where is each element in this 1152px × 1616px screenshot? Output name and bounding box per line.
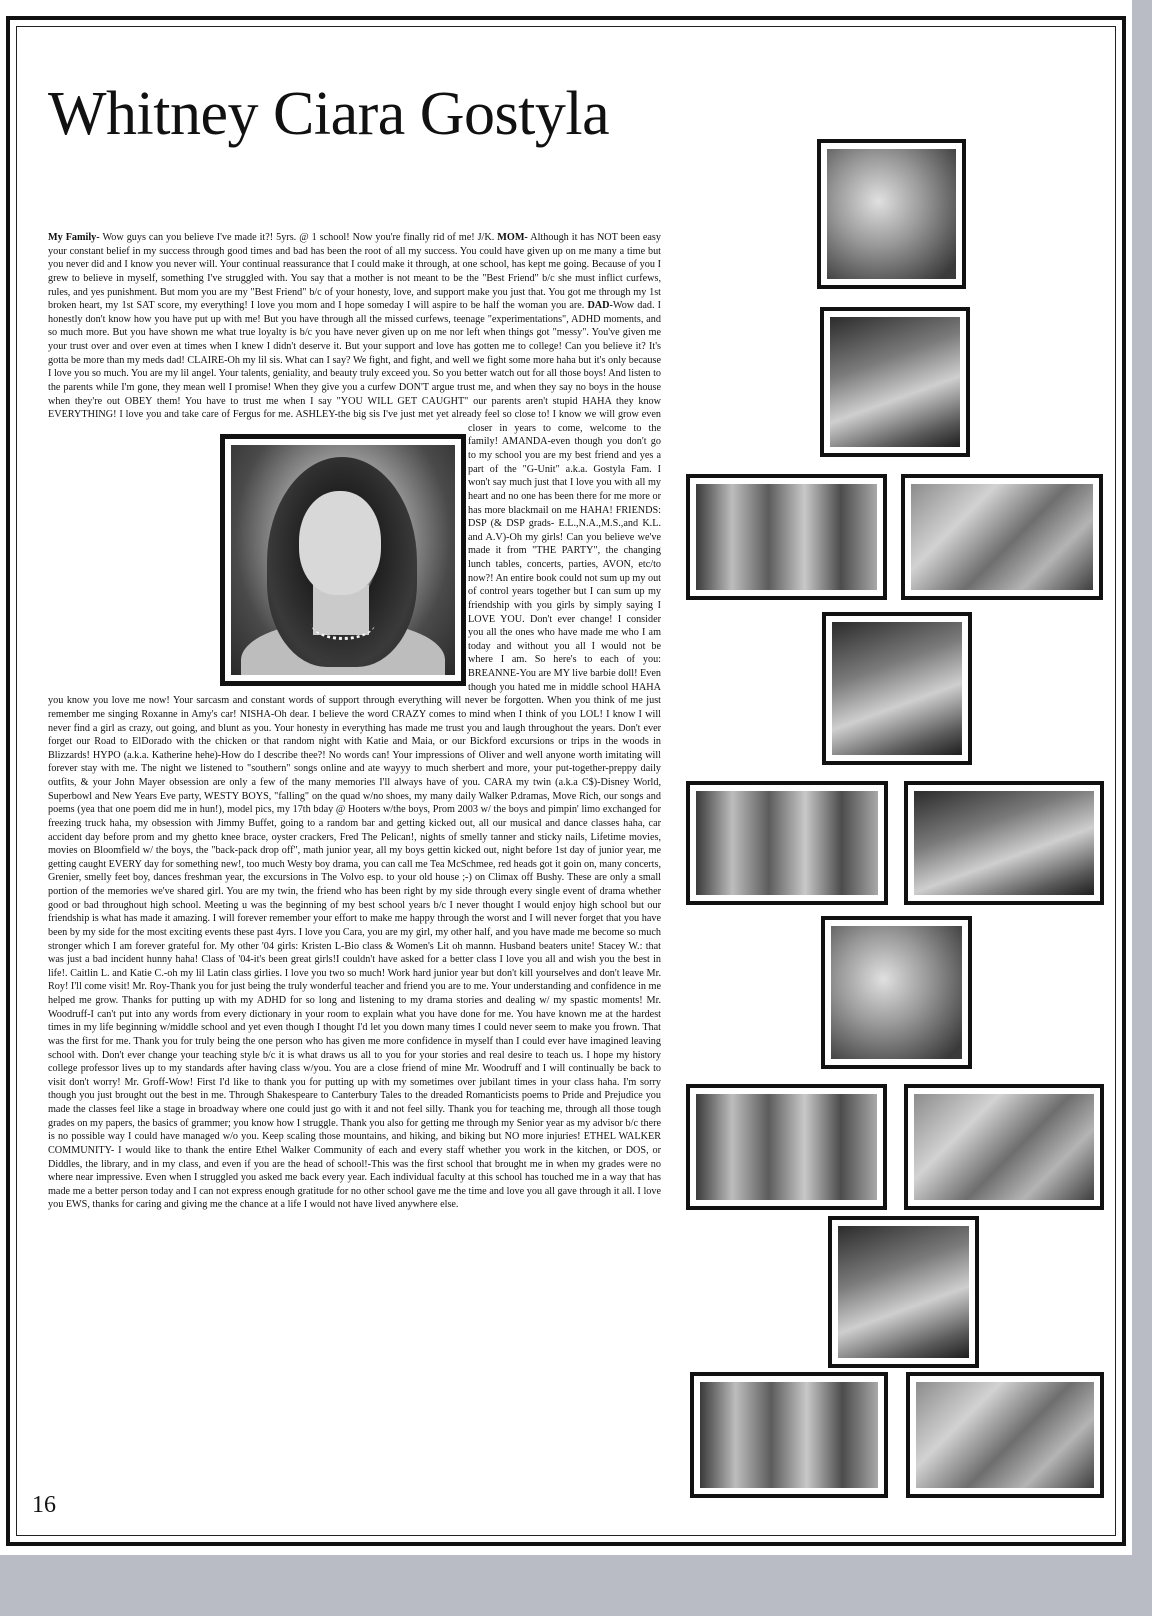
photo-girl-with-man — [822, 612, 972, 765]
mom-label: MOM- — [497, 232, 528, 243]
photo-mother-with-baby — [817, 139, 966, 289]
senior-portrait — [220, 434, 466, 686]
photo-large-group-formal — [906, 1372, 1104, 1498]
photo-group-party — [901, 474, 1103, 600]
photo-large-group-outdoors — [690, 1372, 888, 1498]
mom-text: Although it has NOT been easy your constant belief in my success through good times and bad has been the root of all my success. You could have given up on me many a time but you never did and I know you never will. Your continual reassurance that I could make it through, at one school, has kept me going. Because of you I grew to believe in myself, something I've struggled with. You say that a mother is not meant to be the "Best Friend" b/c she must inflict curfews, rules, and yes punishment. But mom you are my "Best Friend" b/c of your honesty, love, and support make you just that. You got me through my 1st broken heart, my 1st SAT score, my everything! I love you mom and I hope someday I will aspire to be half the woman you are. — [48, 232, 661, 312]
dad-text: Wow dad. I honestly don't know how you have put up with me! But you have through all the missed curfews, teenage "experimentations", ADHD moments, and so much more. But you have shown me what true loyalty is b/c you have never given up on me nor left when things got "messy". You've given me your trust over and over even at times when I knew I didn't deserve it. But your support and love has gotten me to college! Can you believe it? It's gotta be more than my meds dad! CLAIRE-Oh my lil sis. What can I say? We fight, and fight, and well we fight some more haha but it's only because I love you so much. You are my lil angel. Your talents, geniality, and beauty truly exceed you. So you better watch out for all those boys! And listen to the parents while I'm gone, they mean well I promise! When they give you a curfew DON'T argue trust me, and when they say no boys in the house when they're out OBEY them! You have to trust me when I say "YOU WILL GET CAUGHT" our parents aren't stupid HAHA they know EVERYTHING! I love you and take care of Fergus for me. ASHLEY-the big sis I've just met yet already feel so close to! I know we will grow even closer in years to come, welcome to the family! AMANDA-even though you don't go to my school you are my best friend and yes a part of the "G-Unit" a.k.a. Gostyla Fam. I won't say much just that I love you with all my heart and no one has been there for me more or has more blackmail on me HAHA! FRIENDS: DSP (& DSP grads- E.L.,N.A.,M.S.,and K.L. and A.V)-Oh my girls! Can you believe we've made it from "THE PARTY", the changing lunch tables, concerts, parties, AVON, etc/to now?! An entire book could not sum up my out of control years together but I can sum up my friendship with you girls by simply saying I LOVE YOU. Don't ever change! I consider you all the ones who have made me who I am today and without you all I would not be where I am. So here's to each of you: BREANNE-You are MY live barbie doll! Even though you hated me in middle school HAHA you know you love me now! Your sarcasm and constant words of support through everything will never be forgotten. When you think of me just remember me singing Roxanne in Amy's car! NISHA-Oh dear. I believe the word CRAZY comes to mind when I think of you LOL! I know I will never find a girl as crazy, out going, and blunt as you. Your honesty in everything has made me trust you and laugh throughout the years. Don't ever forget our Road to ElDorado with the chicken or that random night with Katie and Maia, or our Bickford excursions or trips in the woods in Blizzards! HYPO (a.k.a. Katherine hehe)-How do I describe thee?! No words can! Your impressions of Oliver and well anyone worth imitating will forever stay with me. The night we listened to "southern" songs online and ate wayyy to much sherbert and more, your put-together-preppy daily outfits, & your John Mayer obsession are only a few of the many memories I'll always have of you. CARA my twin (a.k.a C$)-Disney World, Superbowl and New Years Eve party, WESTY BOYS, "falling" on the quad w/no shoes, my many daily Walker P.dramas, Move Rich, our songs and poems (yea that one poem did me in hun!), model pics, my 17th bday @ Hooters w/the boys, Prom 2003 w/ the boys and pimpin' limo exchanged for freezing truck haha, my obsession with Jimmy Buffet, going to a random bar and getting kicked out, all our musical and dance classes haha, car accident day before prom and my ghetto knee brace, oyster crackers, Fred The Pelican!, nights of smelly tanner and sticky nails, Lifetime movies, movies on Bloomfield w/ the boys, the "back-pack drop off", math junior year, all my boys gettin kicked out, night before 1st day of junior year, me getting caught EVERY day for something new!, too much Westy boy drama, you can call me Tea McSchmee, red heads got it goin on, many concerts, Grenier, smelly feet boy, dances freshman year, the excursions in The Volvo esp. to your old house ;-) on Climax off Bushy. These are only a small portion of the memories we've shared girl. You are my twin, the friend who has been right by my side through every single event of drama whether good or bad throughout high school. Meeting u was the beginning of my best school years b/c I never thought I would enjoy high school but our friendship is what has made it amazing. I will forever remember your effort to make me happy through the worst and I will never forget that you have been by my side for the most exciting events these past 4yrs. I love you Cara, you are my girl, my other half, and you have made me become so much stronger which I am forever grateful for. My other '04 girls: Kristen L-Bio class & Women's Lit oh mannn. Husband beaters unite! Stacey W.: that was just a bad incident hunny haha! Class of '04-it's been great girls!I couldn't have asked for a better class I love you all and wish you the best in life!. Caitlin L. and Katie C.-oh my lil Latin class girlies. I love you two so much! Work hard junior year but don't kill yourselves and don't leave Mr. Roy! I'll come visit! Mr. Roy-Thank you for just being the truly wonderful teacher and friend you are to me. Your understanding and confidence in me helped me grow. Thanks for putting up with my ADHD for so long and listening to my drama stories and dealing w/ my spastic moments! Mr. Woodruff-I can't put into any words from every dictionary in your room to explain what you have done for me. You have known me at the hardest times in my life beginning w/middle school and yet even though I thought I'd let you down many times I could never seem to make you frown. That was the first for me. Thank you for truly being the one person who has given me more confidence in myself than I could ever have imagined leaving school with. Don't ever change your teaching style b/c it is what draws us all to you for your stories and real desire to teach us. I hope my history college professor lives up to my standards after having class w/you. You are a close friend of mine Mr. Woodruff and I will continually be back to visit don't worry! Mr. Groff-Wow! First I'd like to thank you for putting up with my sometimes over jubilant times in your class haha. I'm sorry though you just brought out the best in me. Through Shakespeare to Canterbury Tales to the dreaded Romanticists poems to Pride and Prejudice you made the classes feel like a stage in broadway where one could just go with it and not feel silly. Thank you for teaching me, through all those tough grades on my papers, the basics of grammer; you know how I struggle. Thank you also for getting me through my Senior year as my advisor b/c there is no possible way I could have managed w/o you. Keep scaling those mountains, and hiking, and biking but NO more injuries! ETHEL WALKER COMMUNITY- I would like to thank the entire Ethel Walker Community of each and every staff whether you work in the kitchen, or DOS, or Diddles, the library, and in my class, and even if you are the head of school!-This was the first school that brought me in when my grades were no where near impressive. Even when I struggled you asked me back every year. Each individual faculty at this school has touched me in a way that has made me a better person today and I can not express enough gratitude for no other school gave me the time and love you all gave through it all. I love you EWS, thanks for caring and giving me the chance at a life I would not have lived anywhere else. — [48, 300, 661, 1211]
photo-prom-group — [904, 781, 1104, 905]
page-title: Whitney Ciara Gostyla — [48, 80, 610, 148]
photo-father-with-child — [820, 307, 970, 457]
photo-group-four-friends — [686, 474, 887, 600]
photo-girls-dressed-up — [686, 1084, 887, 1210]
photo-three-girls-outdoors — [686, 781, 888, 905]
photo-sunglasses-group — [904, 1084, 1104, 1210]
portrait-image — [231, 445, 455, 675]
photo-two-girls-formal — [828, 1216, 979, 1368]
page-number: 16 — [32, 1492, 56, 1518]
photo-two-friends-hug — [821, 916, 972, 1069]
pearl-necklace — [311, 607, 375, 640]
family-label: My Family- — [48, 232, 100, 243]
dad-label: DAD- — [587, 300, 613, 312]
dedication-text — [48, 231, 661, 1212]
family-text: Wow guys can you believe I've made it?! 5yrs. @ 1 school! Now you're finally rid of me! J/K. — [99, 232, 498, 243]
